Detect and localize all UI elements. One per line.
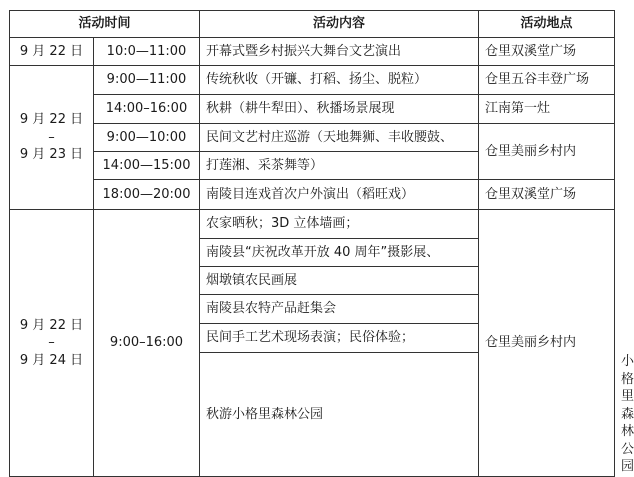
date-end: 9 月 23 日 xyxy=(19,147,84,163)
header-row xyxy=(10,11,615,38)
date-end: 9 月 24 日 xyxy=(19,352,84,368)
date-range-cell xyxy=(10,66,94,210)
content-cell: 民间手工艺术现场表演；民俗体验； xyxy=(200,324,479,353)
content-cell: 秋游小格里森林公园 xyxy=(200,353,479,477)
time-cell: 9:00—10:00 xyxy=(94,124,200,152)
content-cell: 农家晒秋；3D 立体墙画； xyxy=(200,210,479,239)
time-cell: 14:00—15:00 xyxy=(94,152,200,180)
content-cell: 南陵县农特产品赶集会 xyxy=(200,295,479,324)
content-cell: 烟墩镇农民画展 xyxy=(200,267,479,295)
table-row xyxy=(10,180,615,210)
time-cell: 18:00—20:00 xyxy=(94,180,200,210)
date-separator: – xyxy=(48,335,55,351)
place-cell: 仓里双溪堂广场 xyxy=(479,180,615,210)
content-cell: 民间文艺村庄巡游（天地舞狮、丰收腰鼓、 xyxy=(200,124,479,152)
place-cell: 仓里双溪堂广场 xyxy=(479,38,615,66)
date-cell: 9 月 22 日 xyxy=(10,38,94,66)
content-cell: 南陵县“庆祝改革开放 40 周年”摄影展、 xyxy=(200,239,479,267)
table-row xyxy=(10,95,615,124)
content-cell: 秋耕（耕牛犁田）、秋播场景展现 xyxy=(200,95,479,124)
table-row: 秋游小格里森林公园 小格里森林公园 xyxy=(10,353,615,477)
schedule-table xyxy=(9,10,634,477)
header-place: 活动地点 xyxy=(479,11,615,38)
time-cell: 10:0—11:00 xyxy=(94,38,200,66)
time-cell: 9:00–16:00 xyxy=(94,210,200,477)
date-start: 9 月 22 日 xyxy=(19,317,84,333)
date-separator: – xyxy=(48,129,55,145)
place-cell: 江南第一灶 xyxy=(479,95,615,124)
time-cell: 14:00–16:00 xyxy=(94,95,200,124)
content-cell: 传统秋收（开镰、打稻、扬尘、脱粒） xyxy=(200,66,479,95)
table-row xyxy=(10,66,615,95)
content-cell: 开幕式暨乡村振兴大舞台文艺演出 xyxy=(200,38,479,66)
table-row xyxy=(10,210,615,239)
date-range-cell xyxy=(10,210,94,477)
time-cell: 9:00—11:00 xyxy=(94,66,200,95)
header-time: 活动时间 xyxy=(10,11,200,38)
content-cell: 南陵目连戏首次户外演出（稻旺戏） xyxy=(200,180,479,210)
header-content: 活动内容 xyxy=(200,11,479,38)
table-row xyxy=(10,38,615,66)
content-cell: 打莲湘、采茶舞等） xyxy=(200,152,479,180)
place-cell: 仓里美丽乡村内 xyxy=(479,124,615,180)
place-cell: 仓里美丽乡村内 xyxy=(479,210,615,477)
date-start: 9 月 22 日 xyxy=(19,112,84,128)
table-row xyxy=(10,124,615,152)
place-cell: 仓里五谷丰登广场 xyxy=(479,66,615,95)
